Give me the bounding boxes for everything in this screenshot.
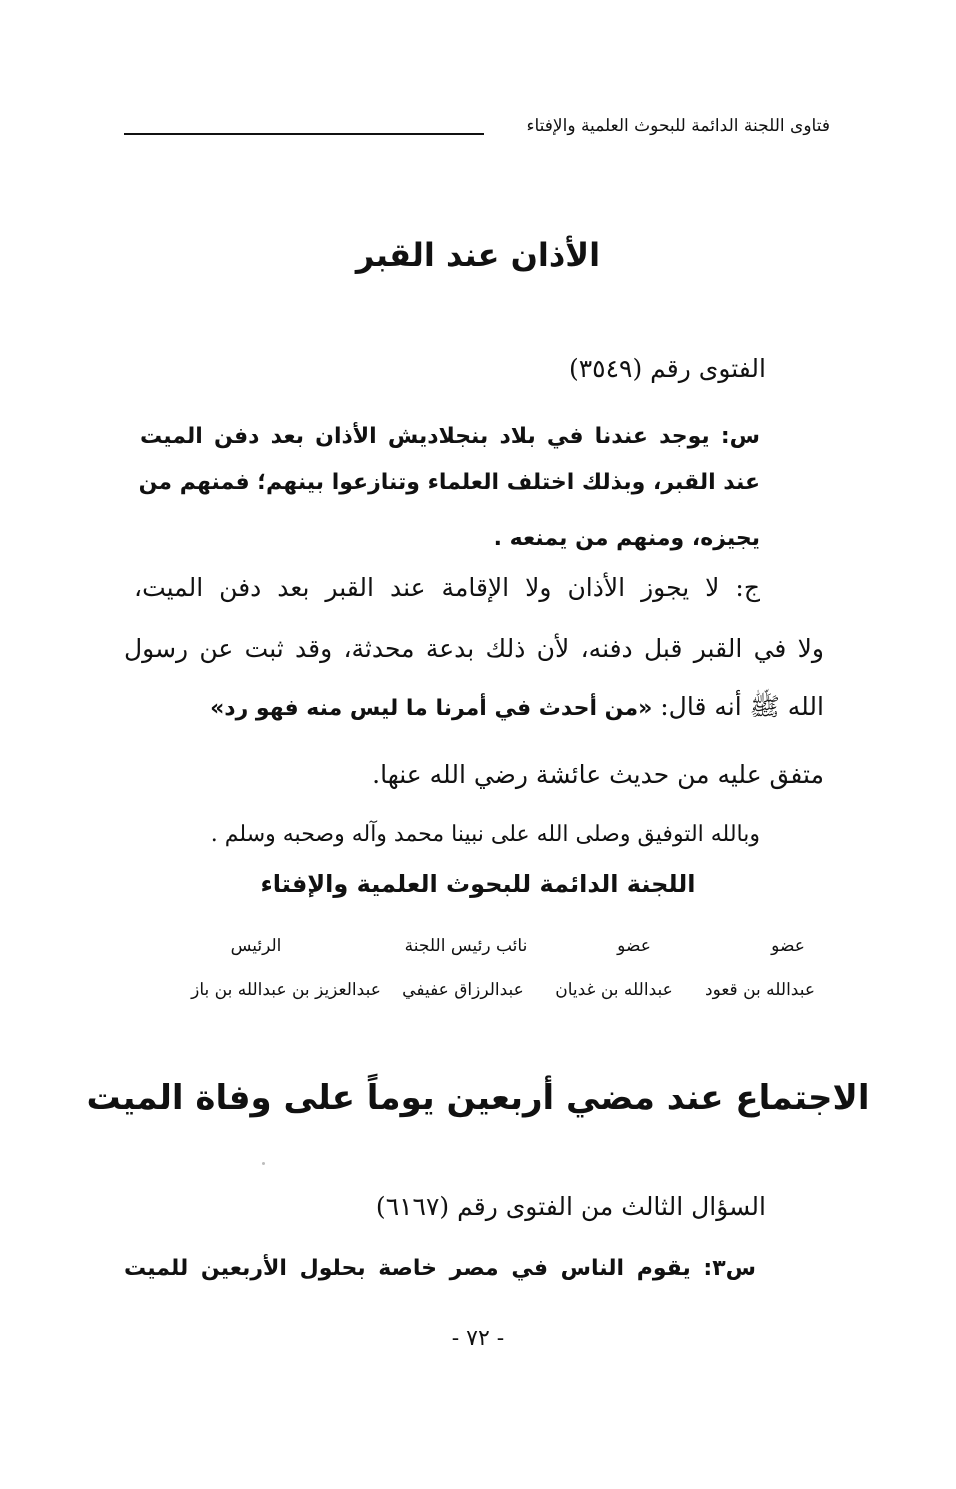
section-title: الأذان عند القبر (355, 236, 601, 274)
signatory-name: عبدالله بن قعود (704, 980, 816, 1000)
signatory-name: عبدالله بن غديان (555, 980, 673, 1000)
question-line: عند القبر، وبذلك اختلف العلماء وتنازعوا بينهم؛ فمنهم من (138, 470, 760, 495)
signatory-name: عبدالرزاق عفيفي (402, 980, 524, 1000)
fatwa-number: الفتوى رقم (٣٥٤٩) (568, 354, 766, 383)
answer-line (210, 690, 824, 726)
signatory-role: عضو (617, 936, 651, 956)
scan-speck (262, 1162, 265, 1165)
question-line: س٣: يقوم الناس في مصر خاصة بحلول الأربعين للميت (124, 1256, 756, 1281)
section-title: الاجتماع عند مضي أربعين يوماً على وفاة الميت (86, 1078, 870, 1118)
signatory-role: عضو (771, 936, 805, 956)
signatory-name: عبدالعزيز بن عبدالله بن باز (191, 980, 381, 1000)
question-line: س: يوجد عندنا في بلاد بنجلاديش الأذان بعد دفن الميت (140, 424, 760, 449)
committee-name: اللجنة الدائمة للبحوث العلمية والإفتاء (260, 870, 696, 898)
answer-line: ولا في القبر قبل دفنه، لأن ذلك بدعة محدثة، وقد ثبت عن رسول (124, 634, 824, 663)
hadith-quote: «من أحدث في أمرنا ما ليس منه فهو رد» (210, 696, 653, 721)
answer-line: متفق عليه من حديث عائشة رضي الله عنها. (372, 760, 824, 789)
answer-line-start: الله ﷺ أنه قال: (660, 692, 824, 721)
answer-line: ج: لا يجوز الأذان ولا الإقامة عند القبر بعد دفن الميت، (134, 573, 760, 602)
closing-line: وبالله التوفيق وصلى الله على نبينا محمد وآله وصحبه وسلم . (210, 822, 760, 847)
page-number: - ٧٢ - (451, 1326, 505, 1351)
running-header: فتاوى اللجنة الدائمة للبحوث العلمية والإفتاء (526, 116, 830, 136)
signatory-role: نائب رئيس اللجنة (404, 936, 528, 956)
fatwa-reference: السؤال الثالث من الفتوى رقم (٦١٦٧) (375, 1192, 766, 1221)
signatory-role: الرئيس (230, 936, 282, 956)
question-line: يجيزه، ومنهم من يمنعه . (493, 526, 760, 551)
header-rule (124, 133, 484, 135)
